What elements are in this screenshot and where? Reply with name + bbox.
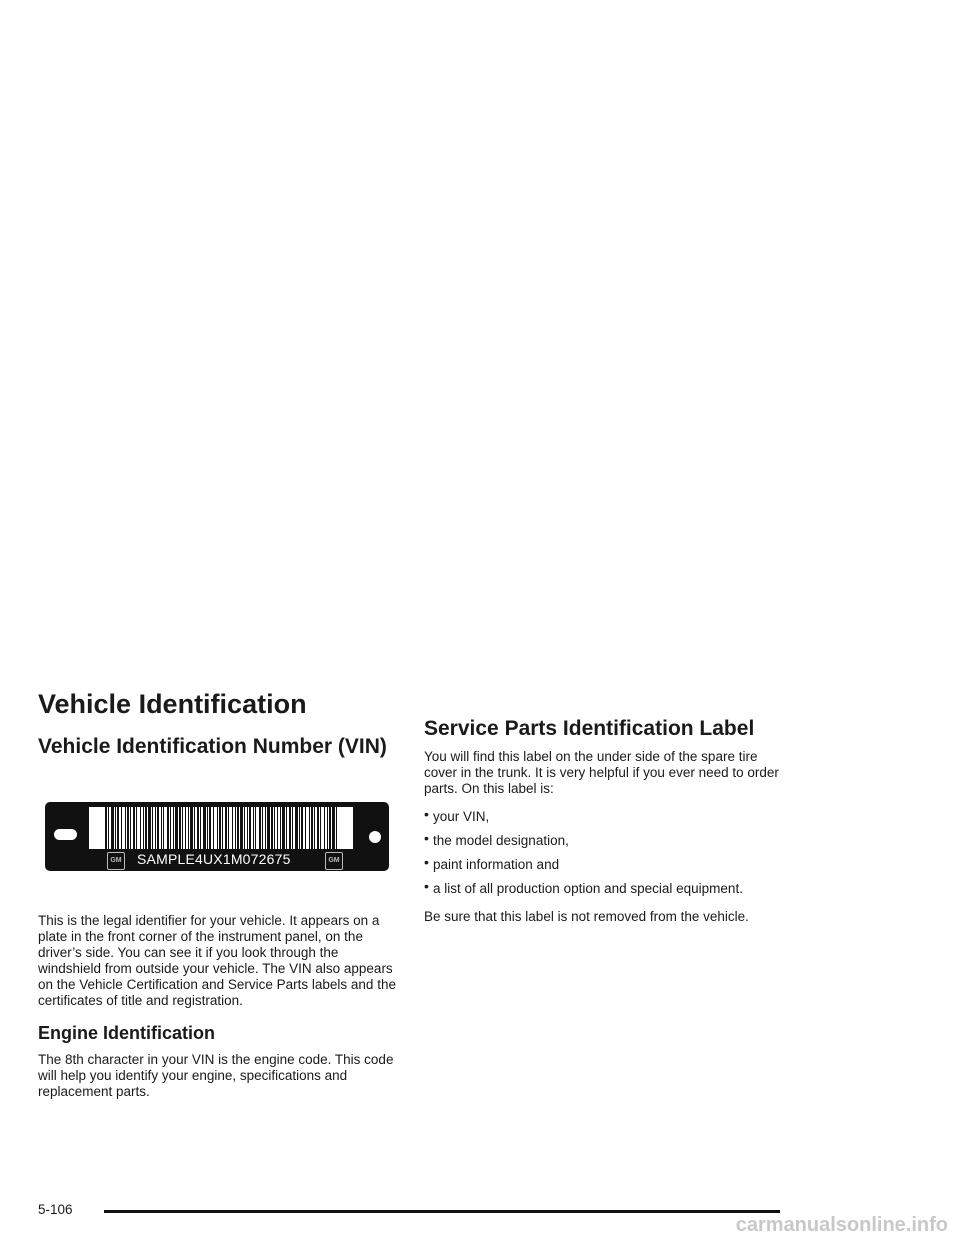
barcode-icon	[105, 807, 337, 849]
section-title: Vehicle Identification	[38, 689, 307, 719]
plate-rivet-icon	[369, 831, 381, 843]
service-parts-list	[424, 806, 794, 897]
list-item: • paint information and	[424, 854, 560, 873]
barcode	[89, 807, 353, 849]
sample-vin: SAMPLE4UX1M072675	[137, 850, 291, 867]
watermark: carmanualsonline.info	[735, 1214, 948, 1236]
right-column	[424, 688, 794, 925]
gm-logo-left: GM	[107, 852, 125, 870]
footer-rule	[104, 1210, 780, 1213]
left-column	[38, 688, 400, 1100]
vin-heading: Vehicle Identification Number (VIN)	[38, 735, 387, 759]
service-parts-closing: Be sure that this label is not removed from the vehicle.	[424, 909, 749, 925]
vin-plate-illustration	[45, 802, 389, 871]
service-parts-heading: Service Parts Identification Label	[424, 717, 755, 740]
plate-slot-icon	[54, 829, 77, 840]
engine-paragraph: The 8th character in your VIN is the engine code. This code will help you identify your engine, specifications and replacement parts.	[38, 1052, 394, 1100]
page-number: 5-106	[38, 1202, 73, 1217]
list-item: • your VIN,	[424, 806, 490, 825]
engine-heading: Engine Identification	[38, 1022, 216, 1043]
gm-logo-right: GM	[325, 852, 343, 870]
bullet-icon: •	[424, 830, 429, 847]
vin-paragraph: This is the legal identifier for your vehicle. It appears on a plate in the front corner of the instrument panel, on the driver’s side. You can see it if you look through the windshield from outside your vehicle. The VIN also appears on the Vehicle Certification and Service Parts labels and the certificates of title and registration.	[38, 912, 396, 1008]
bullet-icon: •	[424, 806, 429, 823]
service-parts-intro: You will find this label on the under side of the spare tire cover in the trunk. It is very helpful if you ever need to order parts. On this label is:	[424, 749, 779, 797]
bullet-icon: •	[424, 878, 429, 895]
list-item: • the model designation,	[424, 830, 569, 849]
bullet-icon: •	[424, 854, 429, 871]
vin-plate-row	[107, 850, 343, 870]
list-item: • a list of all production option and special equipment.	[424, 878, 743, 897]
